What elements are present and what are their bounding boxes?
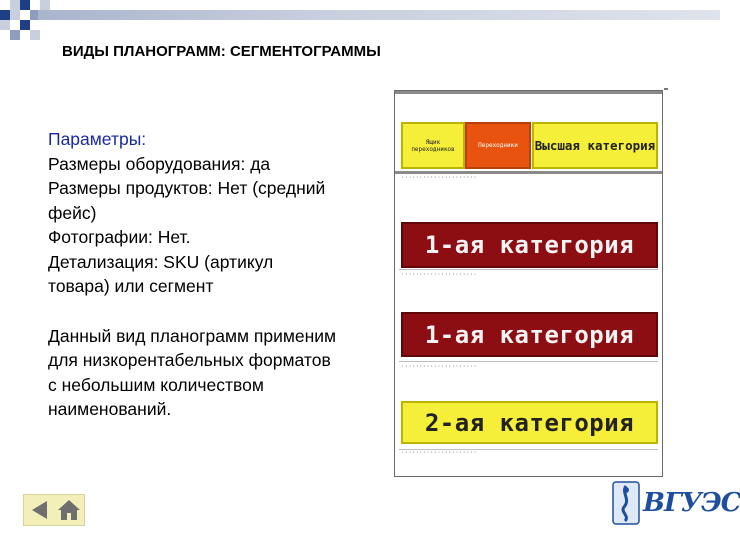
- arrow-left-icon: [32, 501, 47, 519]
- segment-first-category: 1-ая категория: [401, 222, 658, 268]
- shelf-line: [399, 269, 658, 270]
- parameters-text: [48, 127, 388, 422]
- home-icon: [57, 499, 81, 521]
- param-line: товара) или сегмент: [48, 276, 214, 296]
- planogram-figure: [394, 90, 663, 477]
- parameters-heading: Параметры:: [48, 129, 147, 149]
- description-line: Данный вид планограмм применим: [48, 325, 337, 346]
- university-logo: [612, 481, 740, 527]
- shelf-rail: [395, 91, 662, 94]
- segment-top-category: Высшая категория: [532, 122, 658, 169]
- param-line: фейс): [48, 202, 97, 223]
- shelf-note: ·····················: [401, 271, 477, 278]
- decorative-checker: [0, 0, 60, 40]
- description-line: наименований.: [48, 399, 172, 419]
- back-button[interactable]: [24, 495, 54, 525]
- navigation-buttons: [23, 494, 85, 526]
- param-line: Размеры продуктов: Нет (средний: [48, 178, 326, 198]
- shelf-note: ·····················: [401, 174, 477, 181]
- segment-adapters: Переходники: [465, 122, 531, 169]
- shelf-note: ·····················: [401, 449, 477, 456]
- description-line: для низкорентабельных форматов: [48, 350, 331, 370]
- description-line: с небольшим количеством: [48, 374, 264, 395]
- logo-text: ВГУЭС: [643, 488, 740, 518]
- param-line: Фотографии: Нет.: [48, 227, 191, 247]
- segment-first-category-2: 1-ая категория: [401, 312, 658, 357]
- shelf-line: [399, 361, 658, 362]
- param-line: Детализация: SKU (артикул: [48, 251, 274, 272]
- segment-adapters-box: Ящик переходников: [401, 122, 465, 169]
- description-block: [48, 324, 388, 422]
- top-decorative-bar: [38, 10, 720, 20]
- segment-second-category: 2-ая категория: [401, 401, 658, 444]
- home-button[interactable]: [54, 495, 84, 525]
- shelf-note: ·····················: [401, 363, 477, 370]
- param-line: Размеры оборудования: да: [48, 153, 271, 174]
- logo-emblem-icon: [612, 481, 640, 525]
- figure-corner-mark: [664, 88, 668, 90]
- slide-title: ВИДЫ ПЛАНОГРАММ: СЕГМЕНТОГРАММЫ: [62, 43, 381, 60]
